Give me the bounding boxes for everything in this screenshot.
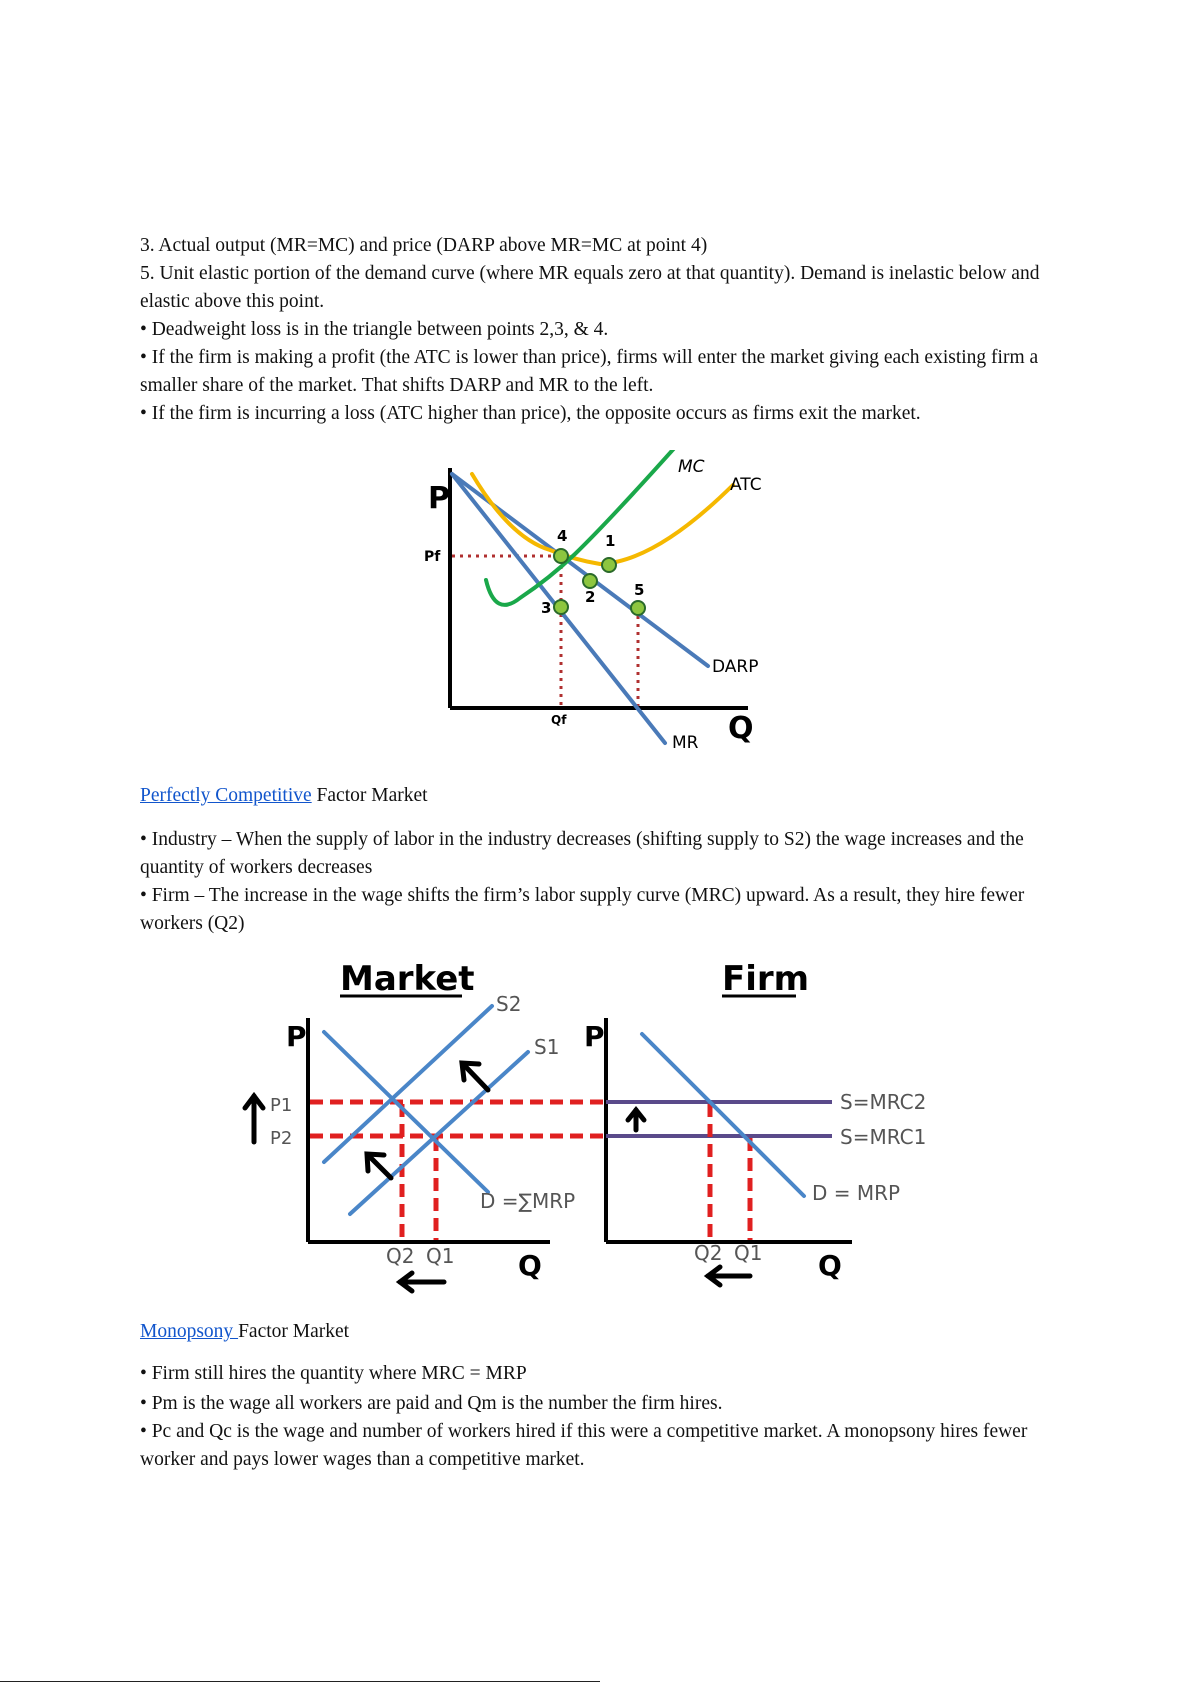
heading-monopsony bbox=[140, 1318, 349, 1346]
upper-shift-arrow bbox=[465, 1066, 488, 1090]
text-pm-qm: • Pm is the wage all workers are paid and Qm is the number the firm hires. bbox=[140, 1393, 723, 1414]
mrc1-label: S=MRC1 bbox=[840, 1125, 927, 1149]
market-demand-label: D =∑MRP bbox=[480, 1189, 576, 1213]
firm-demand-label: D = MRP bbox=[812, 1181, 901, 1205]
text-profit-entry: • If the firm is making a profit (the ATC is lower than price), firms will enter the market giving each existing firm a smaller share of the market. That shifts DARP and MR to the left. bbox=[140, 347, 1039, 396]
firm-q2-label: Q2 bbox=[694, 1241, 723, 1265]
text-point-5: 5. Unit elastic portion of the demand curve (where MR equals zero at that quantity). Demand is inelastic below and elastic above this point. bbox=[140, 263, 1040, 312]
firm-q-label: Q bbox=[818, 1249, 842, 1282]
perfectly-competitive-link[interactable]: Perfectly Competitive bbox=[140, 785, 312, 806]
mrc2-label: S=MRC2 bbox=[840, 1090, 927, 1114]
firm-q1-label: Q1 bbox=[734, 1241, 763, 1265]
text-firm: • Firm – The increase in the wage shifts the firm’s labor supply curve (MRC) upward. As a result, they hire fewer workers (Q2) bbox=[140, 885, 1025, 934]
text-deadweight-loss: • Deadweight loss is in the triangle between points 2,3, & 4. bbox=[140, 319, 609, 340]
mc-label: MC bbox=[678, 457, 705, 477]
qf-label: Qf bbox=[551, 713, 567, 727]
point-5-label: 5 bbox=[634, 581, 645, 599]
market-q-label: Q bbox=[518, 1249, 542, 1282]
darp-label: DARP bbox=[712, 657, 759, 677]
pf-label: Pf bbox=[424, 549, 441, 565]
market-q1-label: Q1 bbox=[426, 1244, 455, 1268]
point-4 bbox=[554, 549, 568, 563]
heading-perfectly-competitive-rest: Factor Market bbox=[311, 785, 428, 806]
market-q2-label: Q2 bbox=[386, 1244, 415, 1268]
monopsony-link[interactable]: Monopsony bbox=[140, 1321, 239, 1342]
market-title: Market bbox=[340, 959, 475, 999]
point-5 bbox=[631, 601, 645, 615]
text-mrc-equals-mrp: • Firm still hires the quantity where MRC = MRP bbox=[140, 1363, 527, 1384]
atc-label: ATC bbox=[730, 475, 762, 495]
point-1 bbox=[602, 558, 616, 572]
point-4-label: 4 bbox=[557, 527, 568, 545]
p2-label: P2 bbox=[270, 1128, 293, 1149]
q-axis-label: Q bbox=[728, 711, 754, 746]
s2-curve bbox=[324, 1006, 492, 1162]
text-pc-qc: • Pc and Qc is the wage and number of workers hired if this were a competitive market. A monopsony hires fewer worker and pays lower wages than a competitive market. bbox=[140, 1421, 1028, 1470]
p1-label: P1 bbox=[270, 1095, 293, 1116]
point-2-label: 2 bbox=[585, 588, 596, 606]
text-loss-exit: • If the firm is incurring a loss (ATC higher than price), the opposite occurs as firms exit the market. bbox=[140, 403, 921, 424]
lower-shift-arrow bbox=[370, 1157, 391, 1178]
heading-perfectly-competitive bbox=[140, 782, 428, 810]
point-3 bbox=[554, 600, 568, 614]
point-2 bbox=[583, 574, 597, 588]
s2-label: S2 bbox=[496, 992, 522, 1016]
page-bottom-rule bbox=[0, 1681, 600, 1682]
figure-competitive-factor-market bbox=[240, 950, 940, 1300]
price-up-arrow bbox=[245, 1096, 263, 1142]
text-point-3: 3. Actual output (MR=MC) and price (DARP above MR=MC at point 4) bbox=[140, 235, 708, 256]
heading-monopsony-rest: Factor Market bbox=[238, 1321, 350, 1342]
p-axis-label: P bbox=[428, 481, 450, 516]
market-shift-arrows bbox=[367, 1063, 488, 1178]
text-industry: • Industry – When the supply of labor in the industry decreases (shifting supply to S2) the wage increases and the quantity of workers decreases bbox=[140, 829, 1024, 878]
mr-label: MR bbox=[672, 733, 699, 753]
firm-title: Firm bbox=[722, 959, 810, 999]
figure-monopolistic-competition bbox=[410, 450, 770, 760]
firm-demand-curve bbox=[642, 1034, 804, 1196]
firm-p-label: P bbox=[584, 1020, 605, 1053]
market-quantity-left-arrow bbox=[400, 1273, 444, 1291]
s1-label: S1 bbox=[534, 1035, 560, 1059]
point-3-label: 3 bbox=[541, 599, 552, 617]
firm-quantity-left-arrow bbox=[708, 1267, 750, 1285]
point-1-label: 1 bbox=[605, 532, 616, 550]
mrc-up-arrow bbox=[628, 1110, 644, 1130]
market-p-label: P bbox=[286, 1020, 307, 1053]
